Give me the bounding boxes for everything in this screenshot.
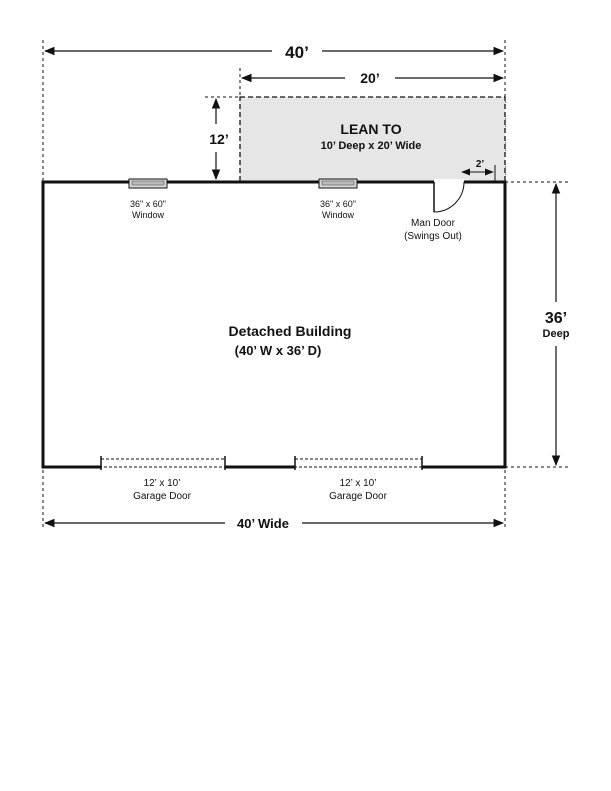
window-2-size: 36" x 60" [320, 199, 356, 209]
bottom-width-dimension [43, 470, 505, 531]
garage-door-2-size: 12’ x 10’ [339, 478, 377, 489]
man-door-note: (Swings Out) [404, 231, 462, 242]
garage-door-1-label: Garage Door [133, 491, 191, 502]
top-total-label: 40’ [285, 43, 309, 62]
building-subtitle: (40’ W x 36’ D) [234, 343, 322, 358]
side-depth-dimension [505, 182, 570, 467]
lean-to-width-dimension [240, 68, 503, 97]
garage-door-2-label: Garage Door [329, 491, 387, 502]
lean-to-depth-dimension [205, 97, 240, 181]
lean-to-width-label: 20’ [360, 70, 380, 86]
man-door-label: Man Door [411, 218, 455, 229]
window-1 [129, 179, 167, 220]
side-depth-label: Deep [542, 328, 570, 340]
lean-to-title: LEAN TO [340, 121, 402, 137]
building-title: Detached Building [228, 323, 352, 339]
window-2 [319, 179, 357, 220]
door-offset-label: 2’ [475, 159, 485, 170]
man-door [404, 179, 464, 242]
side-depth-value: 36’ [544, 310, 568, 327]
lean-to-subtitle: 10’ Deep x 20’ Wide [320, 140, 422, 152]
lean-to-area [240, 97, 505, 182]
bottom-width-label: 40’ Wide [237, 516, 289, 531]
window-1-size: 36" x 60" [130, 199, 166, 209]
lean-to-depth-label: 12’ [209, 131, 229, 147]
garage-door-1-size: 12’ x 10’ [143, 478, 181, 489]
window-1-label: Window [131, 210, 165, 220]
garage-door-1 [101, 456, 225, 502]
window-2-label: Window [321, 210, 355, 220]
garage-door-2 [295, 456, 422, 502]
